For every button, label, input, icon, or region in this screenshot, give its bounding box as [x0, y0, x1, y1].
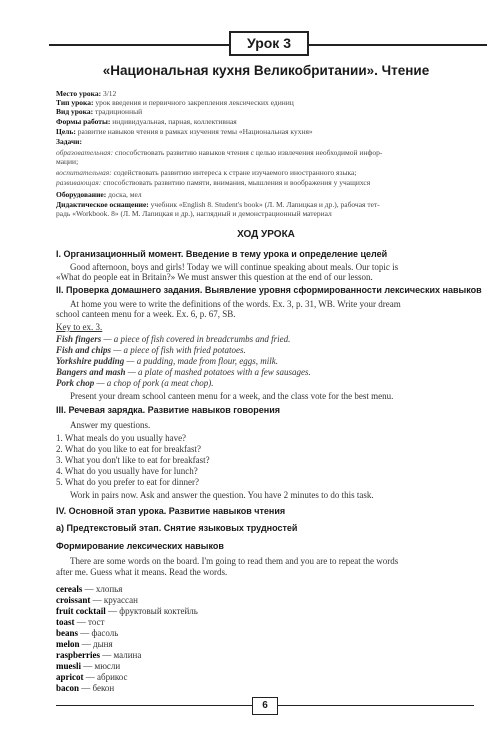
meta-didactic-cont: радь «Workbook. 8» (Л. М. Лапицкая и др.), наглядный и демонстрационный материал [56, 209, 332, 218]
section-4-text: There are some words on the board. I'm going to read them and you are to repeat the words [70, 556, 399, 566]
question-item: 4. What do you usually have for lunch? [56, 466, 198, 476]
vocab-item: bacon — бекон [56, 683, 115, 693]
section-3-intro: Answer my questions. [70, 420, 151, 430]
section-2-closing: Present your dream school canteen menu for a week, and the class vote for the best menu. [70, 391, 394, 401]
task-upbringing: воспитательная: содействовать развитию интереса к стране изучаемого иностранного языка; [56, 168, 357, 177]
vocab-item: apricot — абрикос [56, 672, 128, 682]
vocab-item: beans — фасоль [56, 628, 119, 638]
key-heading: Key to ex. 3. [56, 322, 103, 332]
lesson-label: Урок 3 [229, 31, 309, 56]
question-item: 5. What do you prefer to eat for dinner? [56, 477, 200, 487]
vocab-item: fruit cocktail — фруктовый коктейль [56, 606, 198, 616]
section-2-text-cont: school canteen menu for a week. Ex. 6, p. 67, SB. [56, 309, 236, 319]
meta-tasks: Задачи: [56, 137, 83, 146]
task-developing: развивающая: способствовать развитию памяти, внимания, мышления и воображения у учащихся [56, 178, 371, 187]
vocab-item: raspberries — малина [56, 650, 142, 660]
section-3-title: III. Речевая зарядка. Развитие навыков говорения [56, 405, 281, 415]
question-item: 3. What you don't like to eat for breakfast? [56, 455, 210, 465]
section-2-title: II. Проверка домашнего задания. Выявление уровня сформированности лексических навыков [56, 285, 482, 295]
section-1-text: Good afternoon, boys and girls! Today we will continue speaking about meals. Our topic is [70, 262, 399, 272]
section-4-title: IV. Основной этап урока. Развитие навыков чтения [56, 506, 286, 516]
vocab-item: toast — тост [56, 617, 105, 627]
section-4-sub-a: а) Предтекстовый этап. Снятие языковых трудностей [56, 523, 298, 533]
footer-rule-left [56, 705, 252, 706]
definition-item: Pork chop — a chop of pork (a meat chop). [56, 378, 214, 388]
definition-item: Fish fingers — a piece of fish covered in breadcrumbs and fried. [56, 334, 291, 344]
question-item: 1. What meals do you usually have? [56, 433, 187, 443]
footer-rule-right [278, 705, 474, 706]
section-4-sub-formation: Формирование лексических навыков [56, 541, 224, 551]
task-educational: образовательная: способствовать развитию навыков чтения с целью извлечения необходимой инфор- [56, 148, 383, 157]
section-1-text-cont: «What do people eat in Britain?» We must answer this question at the end of our lesson. [56, 272, 373, 282]
section-1-title: I. Организационный момент. Введение в тему урока и определение целей [56, 249, 388, 259]
section-2-text: At home you were to write the definitions of the words. Ex. 3, p. 31, WB. Write your dream [70, 299, 401, 309]
section-3-pairs: Work in pairs now. Ask and answer the question. You have 2 minutes to do this task. [70, 490, 374, 500]
course-title: ХОД УРОКА [237, 229, 295, 240]
page-number: 6 [252, 697, 278, 715]
definition-item: Fish and chips — a piece of fish with fried potatoes. [56, 345, 246, 355]
meta-equipment: Оборудование: доска, мел [56, 190, 142, 199]
meta-kind: Вид урока: традиционный [56, 107, 143, 116]
question-item: 2. What do you like to eat for breakfast? [56, 444, 202, 454]
definition-item: Bangers and mash — a plate of mashed potatoes with a few sausages. [56, 367, 311, 377]
meta-forms: Формы работы: индивидуальная, парная, коллективная [56, 117, 237, 126]
vocab-item: cereals — хлопья [56, 584, 123, 594]
vocab-item: muesli — мюсли [56, 661, 121, 671]
meta-type: Тип урока: урок введения и первичного закрепления лексических единиц [56, 98, 294, 107]
meta-place: Место урока: 3/12 [56, 89, 117, 98]
definition-item: Yorkshire pudding — a pudding, made from flour, eggs, milk. [56, 356, 278, 366]
vocab-item: melon — дыня [56, 639, 113, 649]
meta-didactic: Дидактическое оснащение: учебник «English 8. Student's book» (Л. М. Лапицкая и др.), рабочая тет- [56, 200, 380, 209]
section-4-text-cont: after me. Guess what it means. Read the words. [56, 567, 228, 577]
page-title: «Национальная кухня Великобритании». Чтение [102, 63, 430, 78]
task-educational-cont: мации; [56, 157, 79, 166]
meta-goal: Цель: развитие навыков чтения в рамках изучения темы «Национальная кухня» [56, 127, 313, 136]
vocab-item: croissant — круассан [56, 595, 138, 605]
